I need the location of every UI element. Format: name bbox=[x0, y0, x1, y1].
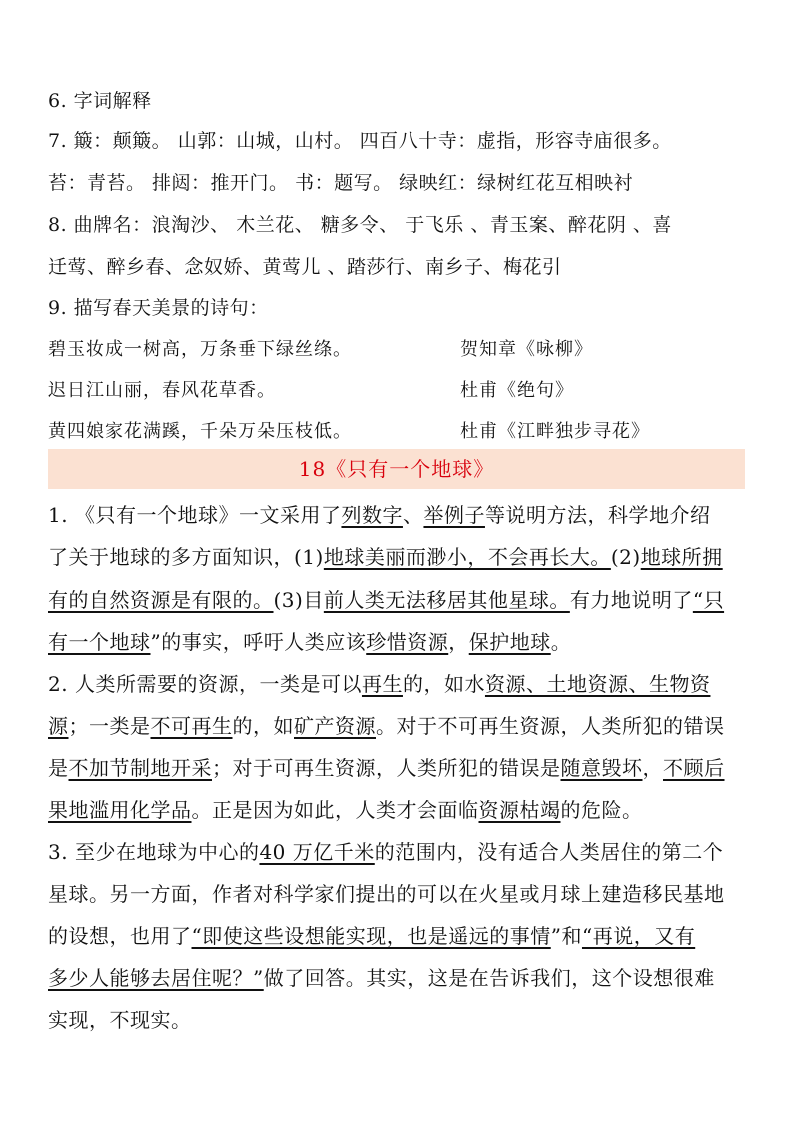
underlined-answer: 举例子 bbox=[423, 503, 485, 527]
underlined-answer: 有一个地球 bbox=[48, 630, 151, 654]
poem-author: 杜甫《绝句》 bbox=[460, 380, 574, 401]
underlined-answer: 40 万亿千米 bbox=[259, 840, 375, 864]
item-8-tune-names: 8. 曲牌名：浪淘沙、 木兰花、 糖多令、 于飞乐 、青玉案、醉花阴 、喜 bbox=[48, 214, 672, 236]
paragraph-2-line-1: 2. 人类所需要的资源，一类是可以再生的，如水资源、土地资源、生物资 bbox=[48, 672, 711, 696]
underlined-answer: “再说，又有 bbox=[581, 924, 696, 948]
underlined-answer: 果地滥用化学品 bbox=[48, 798, 192, 822]
poem-author: 杜甫《江畔独步寻花》 bbox=[460, 421, 650, 442]
item-7-definitions: 7. 簸：颠簸。 山郭：山城，山村。 四百八十寺：虚指，形容寺庙很多。 bbox=[48, 130, 672, 152]
underlined-answer: 多少人能够去居住呢？” bbox=[48, 966, 264, 990]
underlined-answer: 不顾后 bbox=[663, 756, 725, 780]
section-banner bbox=[48, 449, 745, 489]
underlined-answer: 再生 bbox=[361, 672, 403, 696]
paragraph-1-line-1: 1. 《只有一个地球》一文采用了列数字、举例子等说明方法，科学地介绍 bbox=[48, 503, 711, 527]
underlined-answer: 保护地球 bbox=[468, 630, 551, 654]
underlined-answer: 资源枯竭 bbox=[478, 798, 561, 822]
paragraph-1-line-2: 了关于地球的多方面知识，(1)地球美丽而渺小，不会再长大。(2)地球所拥 bbox=[48, 545, 723, 569]
paragraph-2-line-3: 是不加节制地开采；对于可再生资源，人类所犯的错误是随意毁坏，不顾后 bbox=[48, 756, 725, 780]
poem-line bbox=[48, 376, 574, 402]
underlined-answer: 不加节制地开采 bbox=[68, 756, 212, 780]
item-6-heading: 6. 字词解释 bbox=[48, 90, 152, 112]
section-title: 18《只有一个地球》 bbox=[298, 457, 495, 481]
paragraph-3-line-2: 星球。另一方面，作者对科学家们提出的可以在火星或月球上建造移民基地 bbox=[48, 882, 725, 906]
underlined-answer: 前人类无法移居其他星球。 bbox=[323, 588, 570, 612]
paragraph-2-line-4: 果地滥用化学品。正是因为如此，人类才会面临资源枯竭的危险。 bbox=[48, 798, 643, 822]
underlined-answer: 随意毁坏 bbox=[560, 756, 643, 780]
paragraph-3-line-1: 3. 至少在地球为中心的40 万亿千米的范围内，没有适合人类居住的第二个 bbox=[48, 840, 724, 864]
poem-line bbox=[48, 417, 650, 443]
underlined-answer: 不可再生 bbox=[150, 714, 233, 738]
paragraph-1-line-3: 有的自然资源是有限的。(3)目前人类无法移居其他星球。有力地说明了“只 bbox=[48, 588, 725, 612]
poem-text: 迟日江山丽，春风花草香。 bbox=[48, 380, 276, 401]
underlined-answer: 珍惜资源 bbox=[366, 630, 449, 654]
underlined-answer: “只 bbox=[692, 588, 725, 612]
underlined-answer: “即使这些设想能实现，也是遥远的事情 bbox=[191, 924, 551, 948]
paragraph-3-line-5: 实现，不现实。 bbox=[48, 1008, 192, 1032]
underlined-answer: 矿产资源 bbox=[294, 714, 376, 738]
paragraph-1-line-4: 有一个地球”的事实，呼吁人类应该珍惜资源，保护地球。 bbox=[48, 630, 572, 654]
item-9-heading: 9. 描写春天美景的诗句： bbox=[48, 297, 269, 319]
paragraph-2-line-2: 源；一类是不可再生的，如矿产资源。对于不可再生资源，人类所犯的错误 bbox=[48, 714, 725, 738]
poem-author: 贺知章《咏柳》 bbox=[460, 339, 593, 360]
underlined-answer: 资源、土地资源、生物资 bbox=[484, 672, 711, 696]
underlined-answer: 地球美丽而渺小，不会再长大。 bbox=[323, 545, 611, 569]
item-8-tune-names-cont: 迁莺、醉乡春、念奴娇、黄莺儿 、踏莎行、南乡子、梅花引 bbox=[48, 256, 562, 278]
underlined-answer: 有的自然资源是有限的。 bbox=[48, 588, 274, 612]
poem-line bbox=[48, 335, 593, 361]
paragraph-3-line-4: 多少人能够去居住呢？”做了回答。其实，这是在告诉我们，这个设想很难 bbox=[48, 966, 715, 990]
underlined-answer: 源 bbox=[48, 714, 69, 738]
paragraph-3-line-3: 的设想，也用了“即使这些设想能实现，也是遥远的事情”和“再说，又有 bbox=[48, 924, 696, 948]
item-7-definitions-cont: 苔：青苔。 排闼：推开门。 书：题写。 绿映红：绿树红花互相映衬 bbox=[48, 172, 634, 194]
underlined-answer: 列数字 bbox=[341, 503, 403, 527]
poem-text: 黄四娘家花满蹊，千朵万朵压枝低。 bbox=[48, 421, 352, 442]
underlined-answer: 地球所拥 bbox=[640, 545, 723, 569]
poem-text: 碧玉妆成一树高，万条垂下绿丝绦。 bbox=[48, 339, 352, 360]
